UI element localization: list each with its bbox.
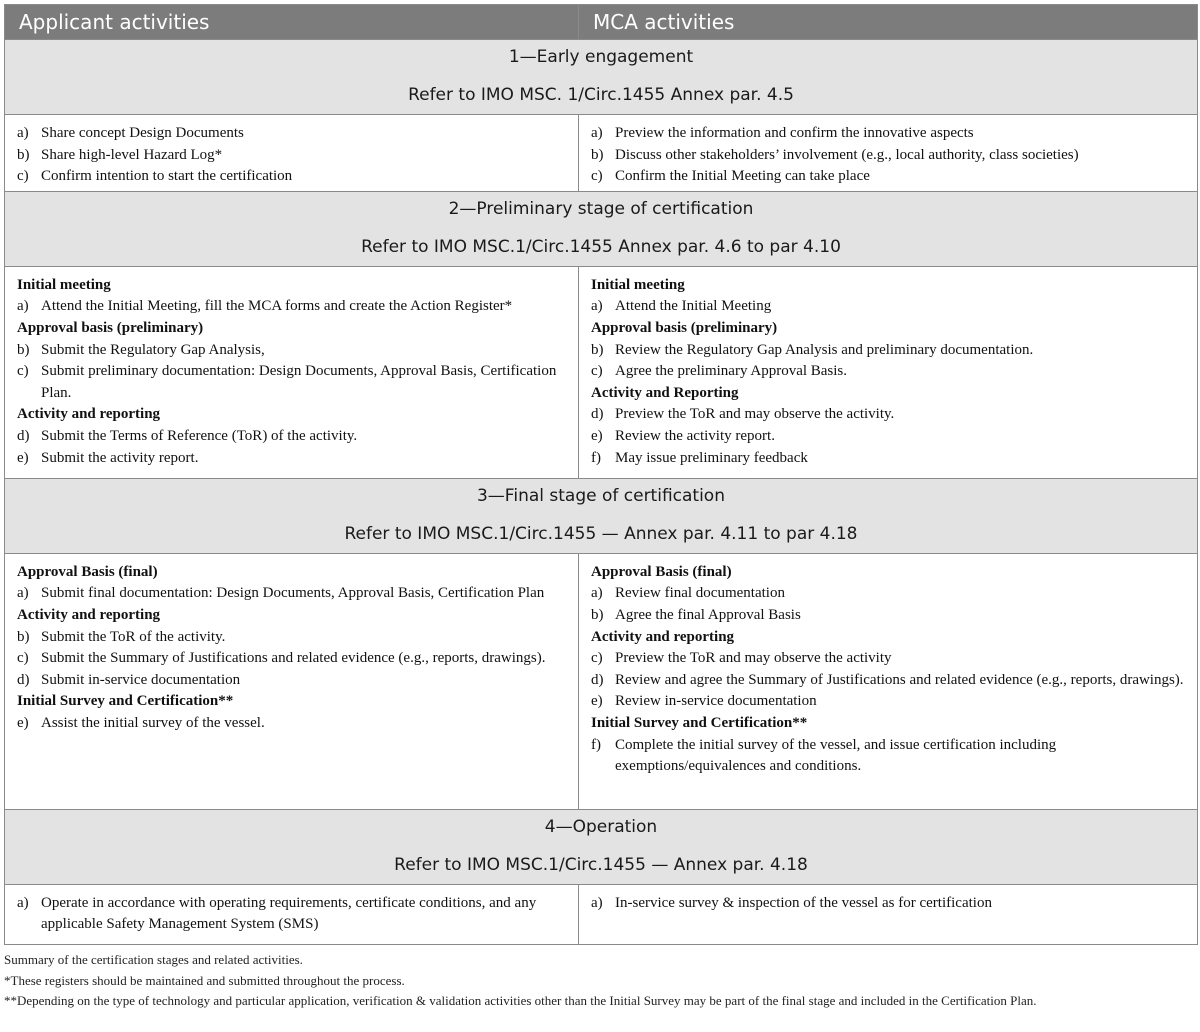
- subsection-heading: Approval basis (preliminary): [591, 319, 778, 336]
- list-marker: e): [17, 449, 29, 466]
- list-item-text: Submit the Regulatory Gap Analysis,: [41, 341, 265, 358]
- list-marker: a): [17, 125, 29, 141]
- list-item-text: Share high-level Hazard Log*: [41, 146, 223, 163]
- subsection-heading: Activity and reporting: [591, 628, 735, 645]
- list-marker: b): [591, 606, 604, 623]
- list-item-text: Operate in accordance with operating requirements, certificate conditions, and any applicable Safety Management System (SMS): [41, 894, 537, 933]
- list-item-text: Review final documentation: [615, 585, 785, 602]
- list-item: [591, 448, 1187, 470]
- list-item: [17, 893, 568, 936]
- list-marker: d): [591, 406, 604, 423]
- mca-activities-cell: [579, 115, 1198, 192]
- mca-activities-cell: [579, 884, 1198, 944]
- list-item-text: Submit the Terms of Reference (ToR) of the activity.: [41, 427, 358, 444]
- list-marker: b): [17, 146, 30, 163]
- list-marker: b): [17, 341, 30, 358]
- subsection-heading: Initial Survey and Certification**: [17, 693, 234, 710]
- list-item: [591, 145, 1187, 167]
- stage-header-4: [5, 809, 1198, 884]
- list-item: [591, 426, 1187, 448]
- list-item-text: Attend the Initial Meeting, fill the MCA forms and create the Action Register*: [41, 298, 513, 315]
- list-marker: e): [591, 693, 603, 710]
- list-item: [17, 166, 568, 188]
- list-item: [591, 583, 1187, 605]
- list-item: [17, 340, 568, 362]
- table-header-row: [5, 5, 1198, 40]
- table-caption: Summary of the certification stages and related activities.: [4, 952, 303, 967]
- subsection-heading: Activity and Reporting: [591, 384, 739, 401]
- list-marker: c): [591, 168, 603, 185]
- subsection-heading: Initial meeting: [591, 276, 685, 293]
- list-item: [591, 404, 1187, 426]
- list-marker: a): [591, 125, 603, 141]
- list-item-text: Review the activity report.: [615, 427, 775, 444]
- header-mca-activities: MCA activities: [579, 5, 1198, 40]
- list-marker: c): [17, 168, 29, 185]
- subsection-heading: Activity and reporting: [17, 606, 161, 623]
- list-marker: b): [591, 146, 604, 163]
- list-marker: c): [591, 363, 603, 380]
- list-item-text: Submit the Summary of Justifications and related evidence (e.g., reports, drawings).: [41, 650, 546, 667]
- list-item: [591, 648, 1187, 670]
- subsection-heading: Activity and reporting: [17, 406, 161, 423]
- list-item-text: Submit final documentation: Design Documents, Approval Basis, Certification Plan: [41, 585, 545, 602]
- list-item: [17, 627, 568, 649]
- list-item-text: Agree the preliminary Approval Basis.: [615, 363, 848, 380]
- list-item: [17, 448, 568, 470]
- list-item: [591, 123, 1187, 145]
- list-item: [17, 583, 568, 605]
- stage-content-row-2: [5, 266, 1198, 478]
- stage-reference: Refer to IMO MSC. 1/Circ.1455 Annex par. 4.5: [408, 85, 794, 105]
- table-footnotes: [4, 950, 1197, 1012]
- list-item: [591, 340, 1187, 362]
- list-item-text: Submit preliminary documentation: Design Documents, Approval Basis, Certification Plan.: [41, 363, 557, 401]
- stage-header-row-1: [5, 40, 1198, 115]
- applicant-activities-cell: [5, 553, 579, 809]
- list-item-text: Preview the ToR and may observe the activity: [615, 650, 892, 667]
- applicant-activities-cell: [5, 266, 579, 478]
- footnote-double-asterisk: **Depending on the type of technology and particular application, verification & validation activities other than the Initial Survey may be part of the final stage and included in the Certification Plan.: [4, 993, 1037, 1008]
- list-item: [17, 670, 568, 692]
- subsection-heading: Approval Basis (final): [17, 563, 158, 580]
- stage-header-row-3: [5, 478, 1198, 553]
- footnote-single-asterisk: *These registers should be maintained and submitted throughout the process.: [4, 972, 405, 988]
- list-item: [17, 361, 568, 404]
- list-item-text: In-service survey & inspection of the vessel as for certification: [615, 894, 992, 911]
- header-applicant-activities: Applicant activities: [5, 5, 579, 40]
- subsection-heading: Initial Survey and Certification**: [591, 714, 808, 731]
- list-item-text: Submit the ToR of the activity.: [41, 628, 226, 645]
- list-item: [17, 426, 568, 448]
- stage-content-row-1: [5, 115, 1198, 192]
- list-item-text: Preview the information and confirm the innovative aspects: [615, 125, 974, 141]
- certification-stages-table: [4, 4, 1198, 945]
- list-item-text: Discuss other stakeholders’ involvement (e.g., local authority, class societies): [615, 146, 1079, 163]
- stage-header-1: [5, 40, 1198, 115]
- list-item: [591, 296, 1187, 318]
- list-item-text: Assist the initial survey of the vessel.: [41, 714, 265, 731]
- applicant-activities-cell: [5, 884, 579, 944]
- list-item-text: Review in-service documentation: [615, 693, 817, 710]
- list-item-text: Attend the Initial Meeting: [615, 298, 772, 315]
- list-marker: f): [591, 736, 601, 753]
- stage-title: 2—Preliminary stage of certification: [448, 198, 754, 219]
- list-item: [591, 735, 1187, 778]
- list-marker: a): [591, 298, 603, 315]
- stage-title: 4—Operation: [544, 816, 658, 837]
- list-item-text: Preview the ToR and may observe the activity.: [615, 406, 895, 423]
- list-item: [17, 145, 568, 167]
- list-marker: d): [17, 671, 30, 688]
- subsection-heading: Approval basis (preliminary): [17, 319, 204, 336]
- list-item: [17, 713, 568, 735]
- list-marker: d): [17, 427, 30, 444]
- list-marker: e): [591, 427, 603, 444]
- stage-header-2: [5, 191, 1198, 266]
- list-marker: b): [591, 341, 604, 358]
- list-item: [591, 361, 1187, 383]
- list-item: [591, 605, 1187, 627]
- mca-activities-cell: [579, 266, 1198, 478]
- list-marker: c): [591, 650, 603, 667]
- stage-content-row-3: [5, 553, 1198, 809]
- subsection-heading: Initial meeting: [17, 276, 111, 293]
- list-marker: a): [17, 585, 29, 602]
- list-marker: a): [17, 298, 29, 315]
- list-item-text: Review and agree the Summary of Justifications and related evidence (e.g., reports, drawings).: [615, 671, 1184, 688]
- list-item: [591, 893, 1187, 915]
- stage-reference: Refer to IMO MSC.1/Circ.1455 Annex par. 4.6 to par 4.10: [361, 236, 841, 257]
- list-item: [591, 670, 1187, 692]
- stage-content-row-4: [5, 884, 1198, 944]
- list-item-text: Complete the initial survey of the vessel, and issue certification including exemptions/equivalences and conditions.: [615, 736, 1057, 775]
- stage-header-3: [5, 478, 1198, 553]
- list-marker: e): [17, 714, 29, 731]
- stage-title: 1—Early engagement: [508, 47, 694, 67]
- applicant-activities-cell: [5, 115, 579, 192]
- list-item-text: Share concept Design Documents: [41, 125, 244, 141]
- list-item: [17, 123, 568, 145]
- list-item-text: Agree the final Approval Basis: [615, 606, 801, 623]
- list-item-text: May issue preliminary feedback: [615, 449, 808, 466]
- stage-title: 3—Final stage of certification: [476, 485, 725, 506]
- list-item: [17, 648, 568, 670]
- list-item: [591, 691, 1187, 713]
- stage-header-row-4: [5, 809, 1198, 884]
- list-marker: c): [17, 363, 29, 380]
- mca-activities-cell: [579, 553, 1198, 809]
- list-marker: f): [591, 449, 601, 466]
- list-item: [17, 296, 568, 318]
- stage-header-row-2: [5, 191, 1198, 266]
- list-marker: a): [591, 894, 603, 911]
- list-marker: a): [591, 585, 603, 602]
- list-marker: c): [17, 650, 29, 667]
- list-marker: a): [17, 894, 29, 911]
- subsection-heading: Approval Basis (final): [591, 563, 732, 580]
- stage-reference: Refer to IMO MSC.1/Circ.1455 — Annex par. 4.11 to par 4.18: [344, 523, 858, 544]
- list-marker: b): [17, 628, 30, 645]
- list-item-text: Confirm the Initial Meeting can take place: [615, 168, 870, 185]
- list-item-text: Submit in-service documentation: [41, 671, 241, 688]
- list-item-text: Review the Regulatory Gap Analysis and preliminary documentation.: [615, 341, 1034, 358]
- list-item-text: Submit the activity report.: [41, 449, 199, 466]
- stage-reference: Refer to IMO MSC.1/Circ.1455 — Annex par. 4.18: [394, 854, 808, 875]
- table-body: [5, 40, 1198, 945]
- list-item: [591, 166, 1187, 188]
- list-item-text: Confirm intention to start the certification: [41, 168, 293, 185]
- list-marker: d): [591, 671, 604, 688]
